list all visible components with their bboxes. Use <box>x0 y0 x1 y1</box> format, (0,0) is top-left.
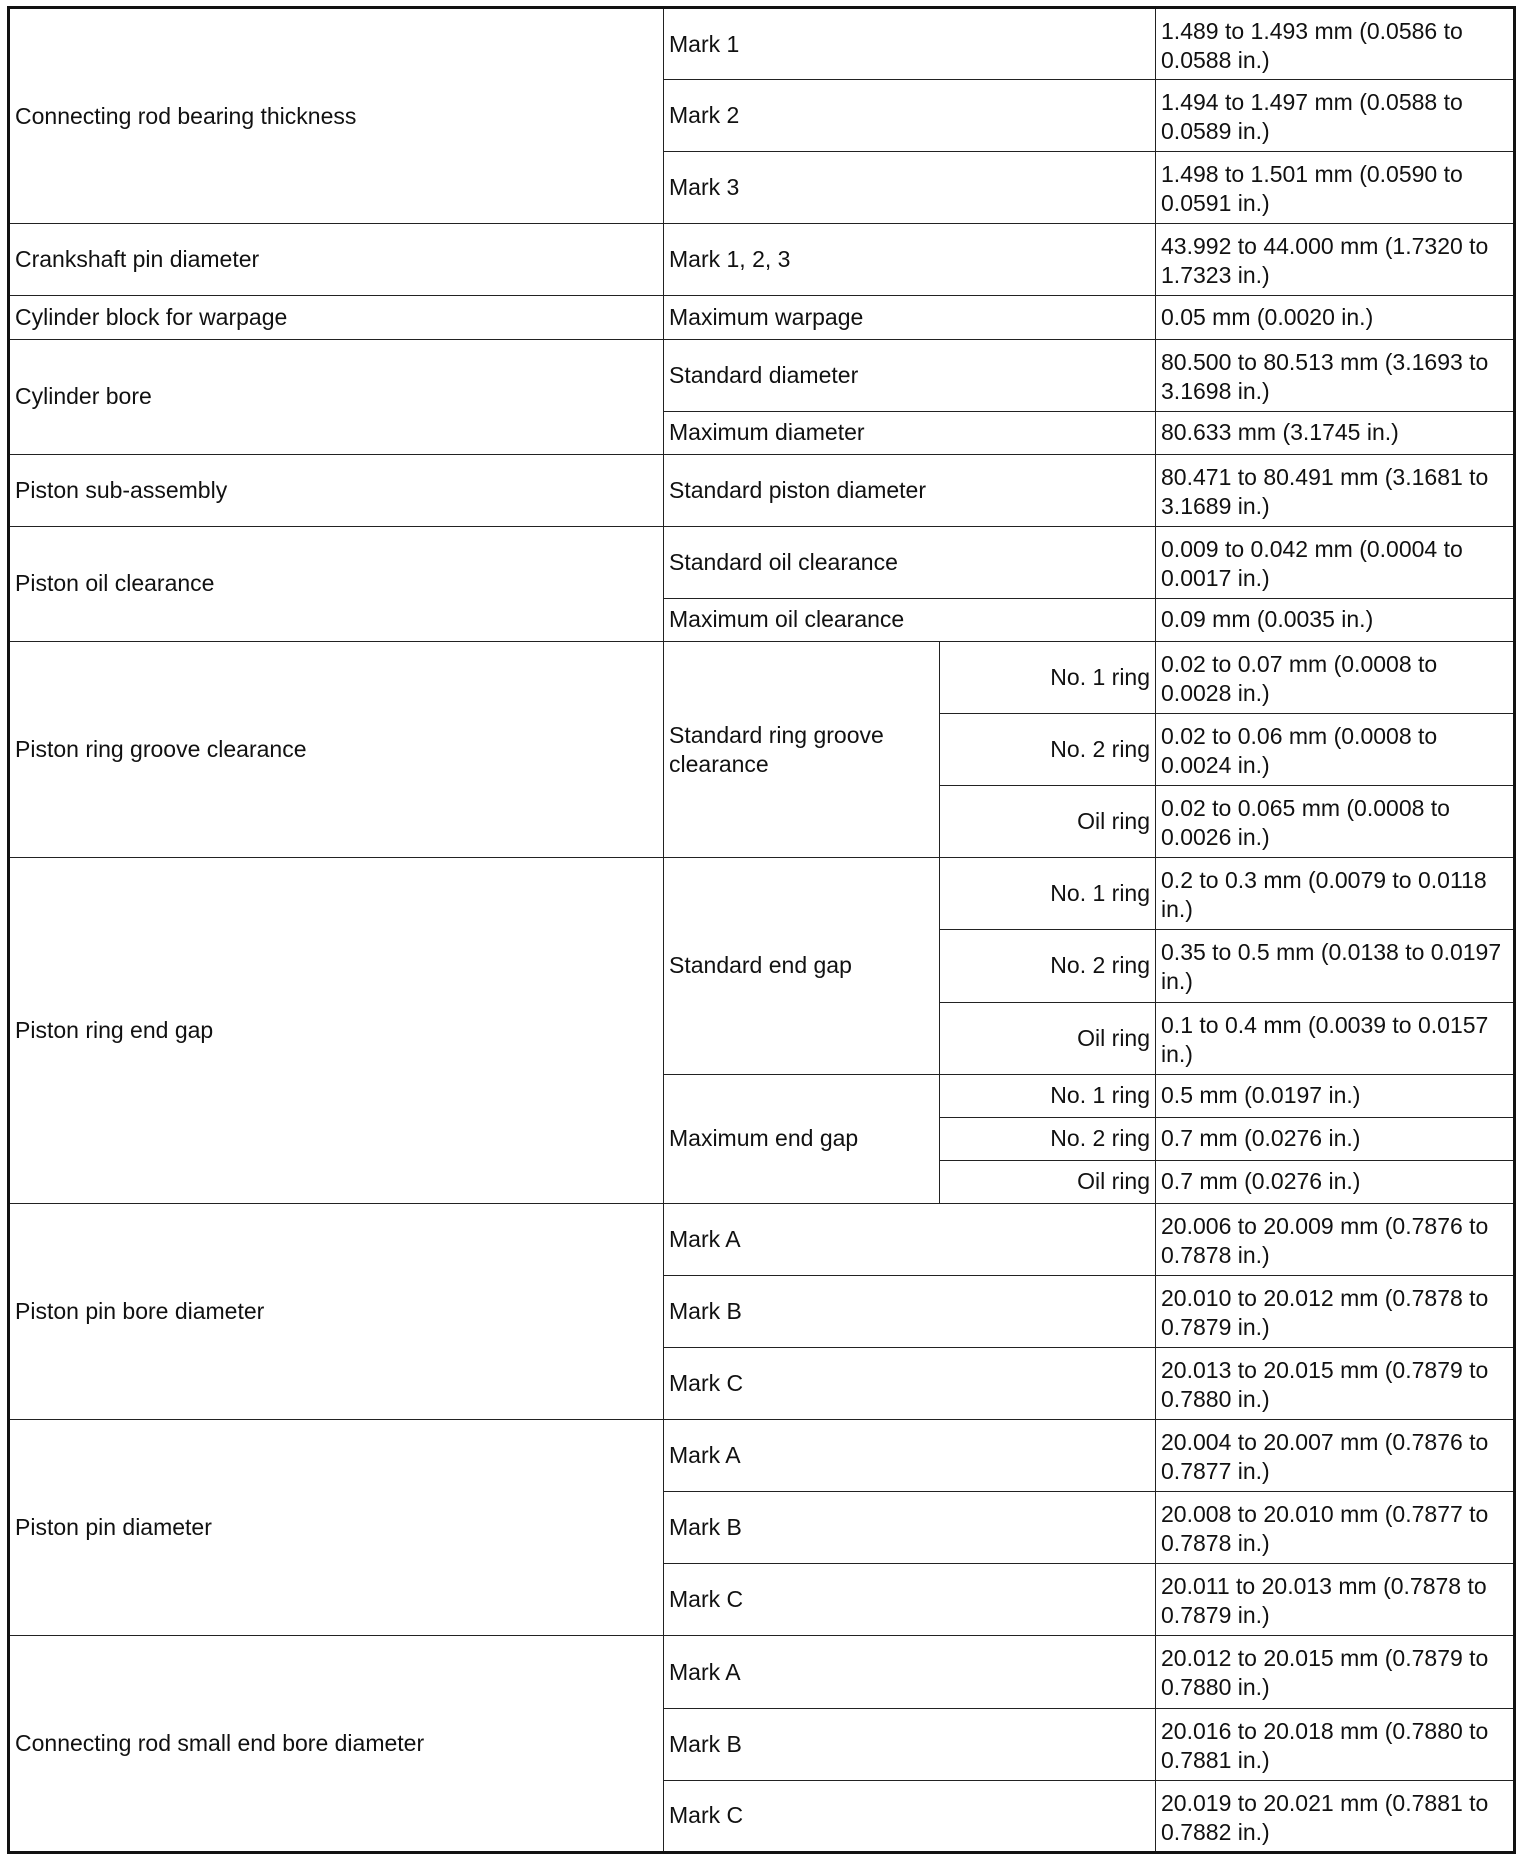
spec-cell: Standard diameter <box>664 339 1156 411</box>
value-cell: 0.5 mm (0.0197 in.) <box>1156 1074 1515 1117</box>
value-cell: 20.012 to 20.015 mm (0.7879 to 0.7880 in.) <box>1156 1636 1515 1708</box>
item-cell: Piston pin bore diameter <box>9 1203 664 1419</box>
ring-cell: No. 2 ring <box>940 930 1156 1002</box>
spec-cell: Mark C <box>664 1780 1156 1852</box>
item-cell: Piston sub-assembly <box>9 454 664 526</box>
item-cell: Piston ring groove clearance <box>9 641 664 857</box>
value-cell: 1.498 to 1.501 mm (0.0590 to 0.0591 in.) <box>1156 152 1515 224</box>
value-cell: 80.500 to 80.513 mm (3.1693 to 3.1698 in.) <box>1156 339 1515 411</box>
value-cell: 0.7 mm (0.0276 in.) <box>1156 1160 1515 1203</box>
item-cell: Cylinder bore <box>9 339 664 454</box>
spec-cell: Standard ring groove clearance <box>664 641 940 857</box>
spec-cell: Standard oil clearance <box>664 526 1156 598</box>
ring-cell: No. 1 ring <box>940 641 1156 713</box>
item-cell: Piston oil clearance <box>9 526 664 641</box>
spec-cell: Mark A <box>664 1203 1156 1275</box>
spec-cell: Mark A <box>664 1636 1156 1708</box>
value-cell: 0.05 mm (0.0020 in.) <box>1156 296 1515 339</box>
value-cell: 0.009 to 0.042 mm (0.0004 to 0.0017 in.) <box>1156 526 1515 598</box>
ring-cell: No. 2 ring <box>940 714 1156 786</box>
table-row <box>9 296 1515 339</box>
value-cell: 0.02 to 0.065 mm (0.0008 to 0.0026 in.) <box>1156 786 1515 858</box>
value-cell: 20.006 to 20.009 mm (0.7876 to 0.7878 in.) <box>1156 1203 1515 1275</box>
ring-cell: No. 2 ring <box>940 1117 1156 1160</box>
value-cell: 20.013 to 20.015 mm (0.7879 to 0.7880 in.) <box>1156 1348 1515 1420</box>
spec-cell: Mark 3 <box>664 152 1156 224</box>
table-row <box>9 1636 1515 1708</box>
spec-cell: Standard piston diameter <box>664 454 1156 526</box>
table-row <box>9 1203 1515 1275</box>
spec-cell: Maximum warpage <box>664 296 1156 339</box>
value-cell: 0.1 to 0.4 mm (0.0039 to 0.0157 in.) <box>1156 1002 1515 1074</box>
value-cell: 1.494 to 1.497 mm (0.0588 to 0.0589 in.) <box>1156 80 1515 152</box>
item-cell: Connecting rod small end bore diameter <box>9 1636 664 1853</box>
item-cell: Cylinder block for warpage <box>9 296 664 339</box>
spec-cell: Mark 1, 2, 3 <box>664 224 1156 296</box>
spec-cell: Maximum end gap <box>664 1074 940 1203</box>
value-cell: 20.019 to 20.021 mm (0.7881 to 0.7882 in.) <box>1156 1780 1515 1852</box>
value-cell: 20.008 to 20.010 mm (0.7877 to 0.7878 in.) <box>1156 1492 1515 1564</box>
value-cell: 1.489 to 1.493 mm (0.0586 to 0.0588 in.) <box>1156 8 1515 80</box>
item-cell: Piston ring end gap <box>9 858 664 1204</box>
table-row <box>9 641 1515 713</box>
spec-cell: Mark 2 <box>664 80 1156 152</box>
item-cell: Piston pin diameter <box>9 1420 664 1636</box>
value-cell: 0.02 to 0.07 mm (0.0008 to 0.0028 in.) <box>1156 641 1515 713</box>
item-cell: Connecting rod bearing thickness <box>9 8 664 224</box>
table-row <box>9 8 1515 80</box>
spec-cell: Mark B <box>664 1275 1156 1347</box>
spec-cell: Mark C <box>664 1564 1156 1636</box>
spec-cell: Mark 1 <box>664 8 1156 80</box>
spec-cell: Mark B <box>664 1708 1156 1780</box>
value-cell: 0.2 to 0.3 mm (0.0079 to 0.0118 in.) <box>1156 858 1515 930</box>
ring-cell: No. 1 ring <box>940 858 1156 930</box>
spec-cell: Maximum oil clearance <box>664 598 1156 641</box>
table-row <box>9 1420 1515 1492</box>
table-row <box>9 858 1515 930</box>
spec-table <box>7 6 1516 1854</box>
spec-cell: Mark C <box>664 1348 1156 1420</box>
value-cell: 80.471 to 80.491 mm (3.1681 to 3.1689 in.) <box>1156 454 1515 526</box>
ring-cell: Oil ring <box>940 786 1156 858</box>
spec-cell: Mark B <box>664 1492 1156 1564</box>
ring-cell: Oil ring <box>940 1002 1156 1074</box>
item-cell: Crankshaft pin diameter <box>9 224 664 296</box>
table-row <box>9 339 1515 411</box>
value-cell: 43.992 to 44.000 mm (1.7320 to 1.7323 in.) <box>1156 224 1515 296</box>
ring-cell: Oil ring <box>940 1160 1156 1203</box>
spec-cell: Maximum diameter <box>664 411 1156 454</box>
value-cell: 0.02 to 0.06 mm (0.0008 to 0.0024 in.) <box>1156 714 1515 786</box>
value-cell: 20.011 to 20.013 mm (0.7878 to 0.7879 in.) <box>1156 1564 1515 1636</box>
table-row <box>9 224 1515 296</box>
value-cell: 80.633 mm (3.1745 in.) <box>1156 411 1515 454</box>
value-cell: 20.004 to 20.007 mm (0.7876 to 0.7877 in.) <box>1156 1420 1515 1492</box>
value-cell: 20.016 to 20.018 mm (0.7880 to 0.7881 in.) <box>1156 1708 1515 1780</box>
value-cell: 20.010 to 20.012 mm (0.7878 to 0.7879 in.) <box>1156 1275 1515 1347</box>
ring-cell: No. 1 ring <box>940 1074 1156 1117</box>
spec-cell: Mark A <box>664 1420 1156 1492</box>
value-cell: 0.09 mm (0.0035 in.) <box>1156 598 1515 641</box>
spec-cell: Standard end gap <box>664 858 940 1074</box>
table-row <box>9 454 1515 526</box>
value-cell: 0.35 to 0.5 mm (0.0138 to 0.0197 in.) <box>1156 930 1515 1002</box>
table-row <box>9 526 1515 598</box>
value-cell: 0.7 mm (0.0276 in.) <box>1156 1117 1515 1160</box>
